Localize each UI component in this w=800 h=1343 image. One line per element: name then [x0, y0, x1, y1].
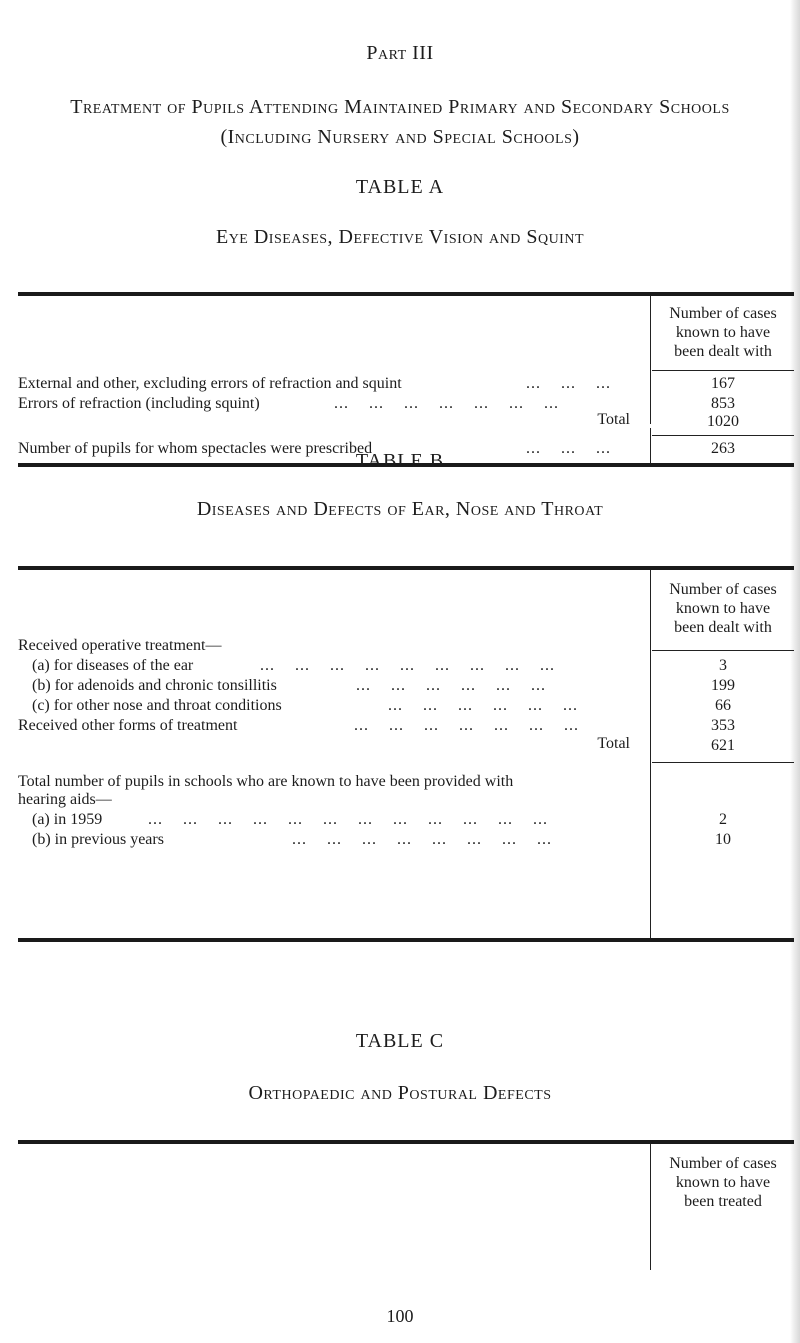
- table-a-total-label: Total: [597, 411, 630, 428]
- table-c-top-rule: [18, 1140, 794, 1144]
- table-a-spectacles-rule: [652, 435, 794, 436]
- table-a: [18, 292, 794, 428]
- page-title: [0, 92, 800, 152]
- table-c-column-header: Number of cases known to have been treated: [669, 1155, 777, 1210]
- table-a-column-header: Number of cases known to have been dealt with: [669, 305, 777, 360]
- table-row: Number of pupils for whom spectacles were prescribed ... ... ... 263: [18, 440, 735, 457]
- page-title-line-2: (Including Nursery and Special Schools): [220, 126, 580, 148]
- table-c: [18, 1140, 794, 1276]
- page-title-line-1: Treatment of Pupils Attending Maintained Primary and Secondary Schools: [70, 96, 730, 118]
- table-row: Errors of refraction (including squint) ... ... ... ... ... ... ... 853: [18, 395, 735, 412]
- table-c-heading: TABLE C: [355, 1030, 445, 1052]
- table-b-subtitle: Diseases and Defects of Ear, Nose and Throat: [196, 498, 604, 520]
- table-a-header-rule: [652, 370, 794, 371]
- page-number: 100: [386, 1306, 414, 1326]
- table-row: (a) for diseases of the ear ... ... ... ... ... ... ... ... ... 3: [32, 657, 727, 674]
- part-heading: Part III: [366, 42, 434, 64]
- leader-dots: ... ... ... ... ... ... ... ...: [292, 831, 552, 848]
- leader-dots: ... ... ... ... ... ... ...: [334, 395, 559, 412]
- leader-dots: ... ... ... ... ... ...: [356, 677, 546, 694]
- table-a-heading: TABLE A: [355, 176, 445, 198]
- leader-dots: ... ... ... ... ... ... ... ... ...: [260, 657, 555, 674]
- leader-dots: ... ... ...: [526, 375, 611, 392]
- table-b: [18, 566, 794, 944]
- table-b-hearing-heading-line-1: Total number of pupils in schools who are known to have been provided with: [18, 773, 514, 790]
- table-a-subtitle: Eye Diseases, Defective Vision and Squint: [215, 226, 584, 248]
- leader-dots: ... ... ... ... ... ... ... ... ... ... ... ...: [148, 811, 548, 828]
- table-row: (b) in previous years ... ... ... ... ... ... ... ... 10: [32, 831, 731, 848]
- table-row: (c) for other nose and throat conditions ... ... ... ... ... ... 66: [32, 697, 731, 714]
- table-b-heading: TABLE B: [355, 450, 445, 472]
- leader-dots: ... ... ... ... ... ...: [388, 697, 578, 714]
- table-row: (a) in 1959 ... ... ... ... ... ... ... ... ... ... ... ... 2: [32, 811, 727, 828]
- table-b-total-value: 621: [711, 737, 735, 754]
- table-row: External and other, excluding errors of refraction and squint ... ... ... 167: [18, 375, 735, 392]
- table-a-total-value: 1020: [707, 413, 739, 430]
- table-b-total-label: Total: [597, 735, 630, 752]
- table-b-bottom-rule: [18, 938, 794, 942]
- table-row: (b) for adenoids and chronic tonsillitis ... ... ... ... ... ... 199: [32, 677, 735, 694]
- table-row: Received other forms of treatment ... ... ... ... ... ... ... 353: [18, 717, 735, 734]
- table-c-subtitle: Orthopaedic and Postural Defects: [248, 1082, 552, 1104]
- table-b-operative-heading: Received operative treatment—: [18, 637, 222, 654]
- table-b-top-rule: [18, 566, 794, 570]
- table-b-hearing-heading-line-2: hearing aids—: [18, 791, 112, 808]
- table-a-top-rule: [18, 292, 794, 296]
- table-c-column-divider: [650, 1144, 651, 1270]
- table-b-column-divider: [650, 570, 651, 938]
- leader-dots: ... ... ... ... ... ... ...: [354, 717, 579, 734]
- table-b-column-header: Number of cases known to have been dealt with: [669, 581, 777, 636]
- table-b-hearing-rule: [652, 762, 794, 763]
- leader-dots: ... ... ...: [526, 440, 611, 457]
